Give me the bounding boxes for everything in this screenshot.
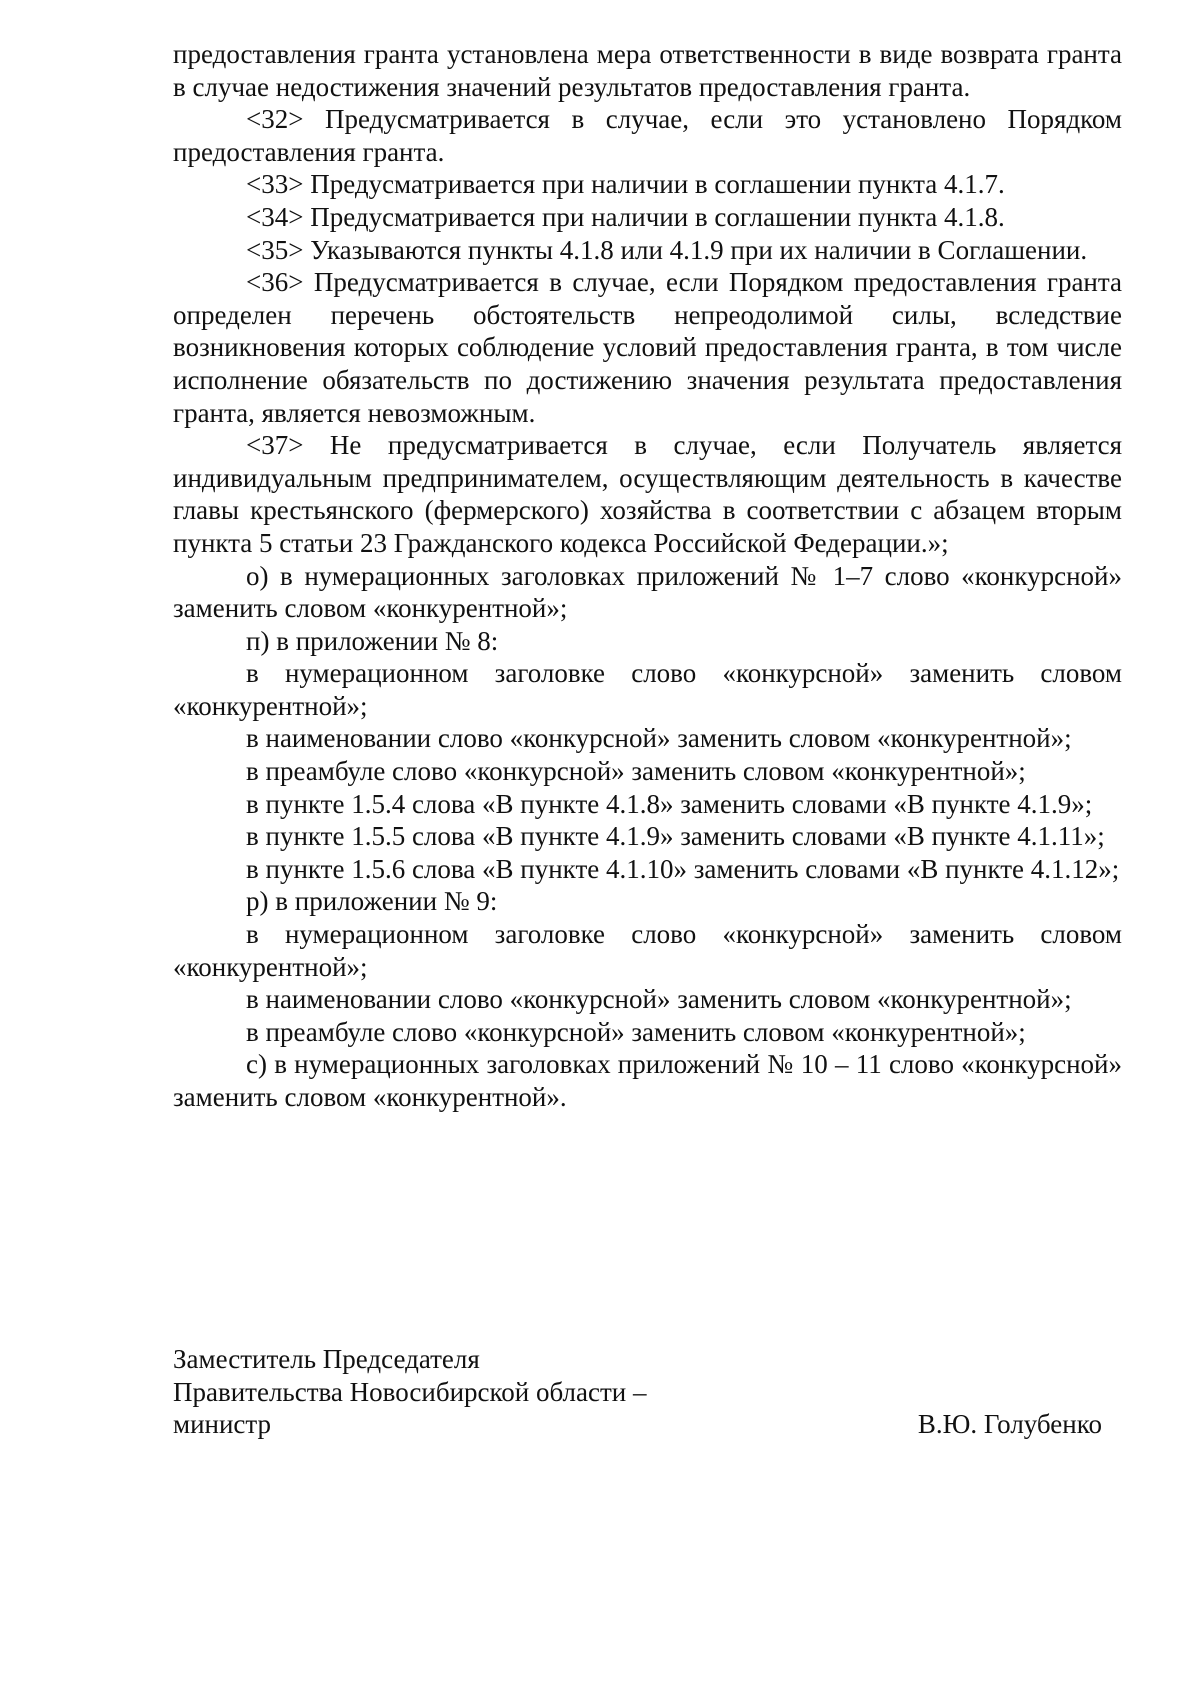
footnote-36: <36> Предусматривается в случае, если Порядком предоставления гранта определен перечень обстоятельств непреодолимой силы, вследствие возникновения которых соблюдение условий предоставления гранта, в том числе исполнение обязательств по достижению значения результата предоставления гранта, является невозможным. [173,267,1122,428]
item-p-heading-change: в нумерационном заголовке слово «конкурсной» заменить словом «конкурентной»; [173,658,1122,721]
signer-position-line-3: министр [173,1409,272,1440]
item-o: о) в нумерационных заголовках приложений № 1–7 слово «конкурсной» заменить словом «конкурентной»; [173,560,1122,624]
item-p-preamble-change: в преамбуле слово «конкурсной» заменить словом «конкурентной»; [246,756,1026,787]
footnote-34: <34> Предусматривается при наличии в соглашении пункта 4.1.8. [246,201,1005,232]
item-p-clause-1-5-4: в пункте 1.5.4 слова «В пункте 4.1.8» заменить словами «В пункте 4.1.9»; [246,788,1093,819]
signer-position-line-2: Правительства Новосибирской области – [173,1376,647,1407]
signer-position-line-1: Заместитель Председателя [173,1344,480,1374]
footnote-33: <33> Предусматривается при наличии в соглашении пункта 4.1.7. [246,169,1005,200]
item-r-title-change: в наименовании слово «конкурсной» заменить словом «конкурентной»; [246,984,1072,1015]
item-s: с) в нумерационных заголовках приложений № 10 – 11 слово «конкурсной» заменить словом «конкурентной». [173,1049,1122,1112]
footnote-35: <35> Указываются пункты 4.1.8 или 4.1.9 при их наличии в Соглашении. [246,234,1088,265]
footnote-37: <37> Не предусматривается в случае, если Получатель является индивидуальным предпринимателем, осуществляющим деятельность в качестве главы крестьянского (фермерского) хозяйства в соответствии с абзацем вторым пункта 5 статьи 23 Гражданского кодекса Российской Федерации.»; [173,430,1122,558]
item-p-clause-1-5-5: в пункте 1.5.5 слова «В пункте 4.1.9» заменить словами «В пункте 4.1.11»; [246,821,1105,852]
signature-block [173,1343,1122,1441]
document-body [173,38,1122,1114]
item-r: р) в приложении № 9: [246,886,498,917]
signer-row [173,1408,1102,1441]
paragraph-continuation: предоставления гранта установлена мера ответственности в виде возврата гранта в случае недостижения значений результатов предоставления гранта. [173,39,1122,102]
footnote-32: <32> Предусматривается в случае, если это установлено Порядком предоставления гранта. [173,104,1122,167]
item-p-title-change: в наименовании слово «конкурсной» заменить словом «конкурентной»; [246,723,1072,754]
item-r-heading-change: в нумерационном заголовке слово «конкурсной» заменить словом «конкурентной»; [173,919,1122,982]
item-r-preamble-change: в преамбуле слово «конкурсной» заменить словом «конкурентной»; [246,1016,1026,1047]
item-p-clause-1-5-6: в пункте 1.5.6 слова «В пункте 4.1.10» заменить словами «В пункте 4.1.12»; [246,853,1120,884]
signer-name: В.Ю. Голубенко [917,1409,1102,1440]
item-p: п) в приложении № 8: [246,625,499,656]
